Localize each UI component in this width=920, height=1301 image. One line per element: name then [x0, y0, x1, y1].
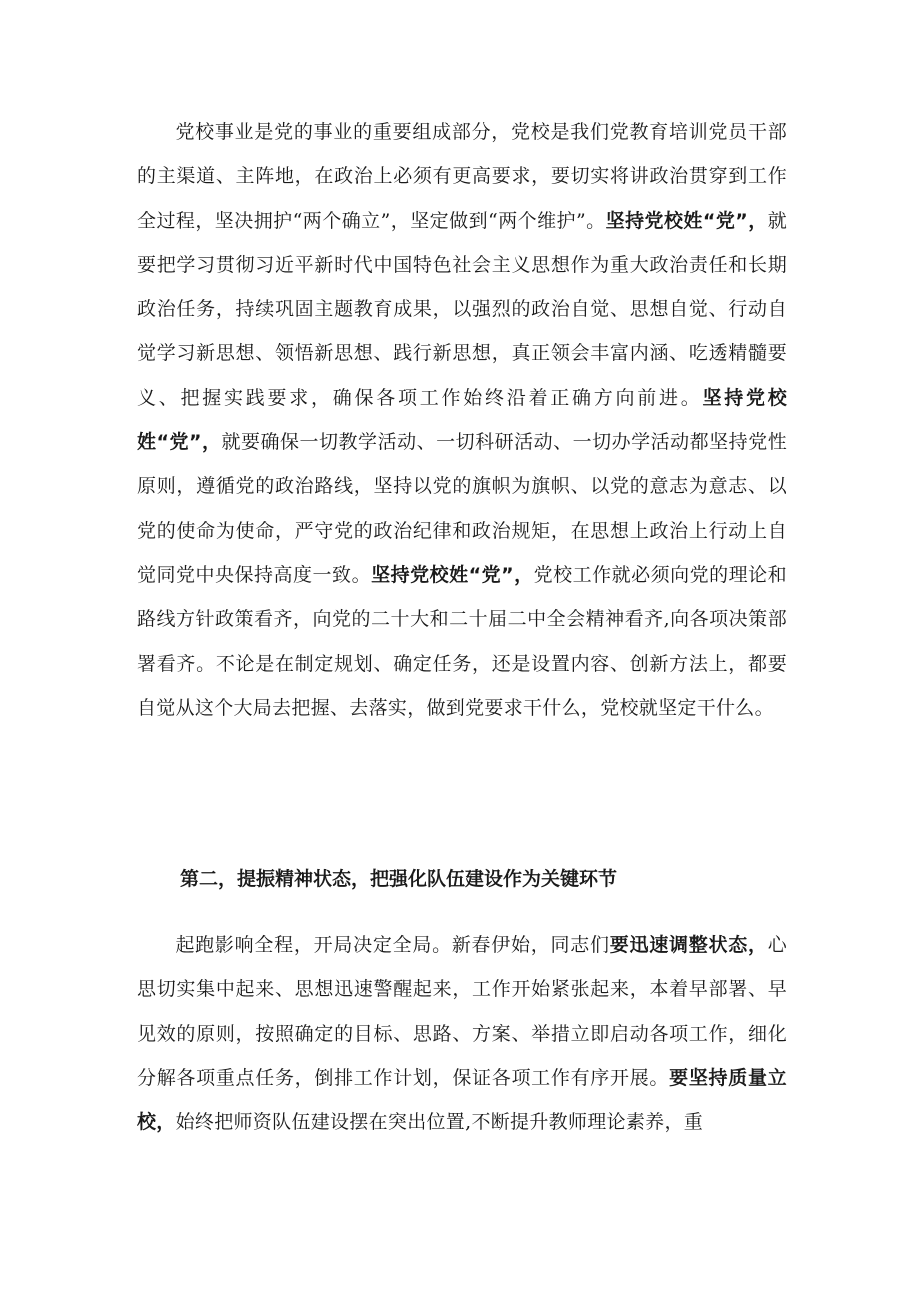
- paragraph-party-school-politics: [137, 110, 787, 730]
- paragraph-text: 党校事业是党的事业的重要组成部分，党校是我们党教育培训党员干部的主渠道、主阵地，在政治上必须有更高要求，要切实将讲政治贯穿到工作全过程，坚决拥护“两个确立”，坚定做到“两个维护”。: [137, 121, 787, 232]
- paragraph-text: 心思切实集中起来、思想迅速警醒起来，工作开始紧张起来，本着早部署、早见效的原则，按照确定的目标、思路、方案、举措立即启动各项工作，细化分解各项重点任务，倒排工作计划，保证各项工作有序开展。: [137, 934, 787, 1089]
- paragraph-text: 党校工作就必须向党的理论和路线方针政策看齐，向党的二十大和二十届二中全会精神看齐,向各项决策部署看齐。不论是在制定规划、确定任务，还是设置内容、创新方法上，都要自觉从这个大局去把握、去落实，做到党要求干什么，党校就坚定干什么。: [137, 563, 787, 719]
- emphasis-text: 要迅速调整状态，: [609, 934, 768, 956]
- paragraph-text: 就要把学习贯彻习近平新时代中国特色社会主义思想作为重大政治责任和长期政治任务，持续巩固主题教育成果，以强烈的政治自觉、思想自觉、行动自觉学习新思想、领悟新思想、践行新思想，真正领会丰富内涵、吃透精髓要义、把握实践要求，确保各项工作始终沿着正确方向前进。: [137, 209, 787, 409]
- section-heading: 第二，提振精神状态，把强化队伍建设作为关键环节: [180, 868, 618, 890]
- paragraph-team-building: [137, 923, 787, 1144]
- paragraph-text: 起跑影响全程，开局决定全局。新春伊始，同志们: [175, 934, 610, 956]
- paragraph-text: 始终把师资队伍建设摆在突出位置,不断提升教师理论素养，重: [175, 1111, 704, 1134]
- emphasis-text: 坚持党校姓“党”，: [371, 563, 534, 586]
- emphasis-text: 坚持党校姓“党”，: [137, 386, 787, 454]
- emphasis-text: 坚持党校姓“党”，: [605, 209, 768, 232]
- emphasis-text: 要坚持质量立校，: [137, 1066, 787, 1134]
- paragraph-text: 就要确保一切教学活动、一切科研活动、一切办学活动都坚持党性原则，遵循党的政治路线，坚持以党的旗帜为旗帜、以党的意志为意志、以党的使命为使命，严守党的政治纪律和政治规矩，在思想上政治上行动上自觉同党中央保持高度一致。: [137, 431, 787, 586]
